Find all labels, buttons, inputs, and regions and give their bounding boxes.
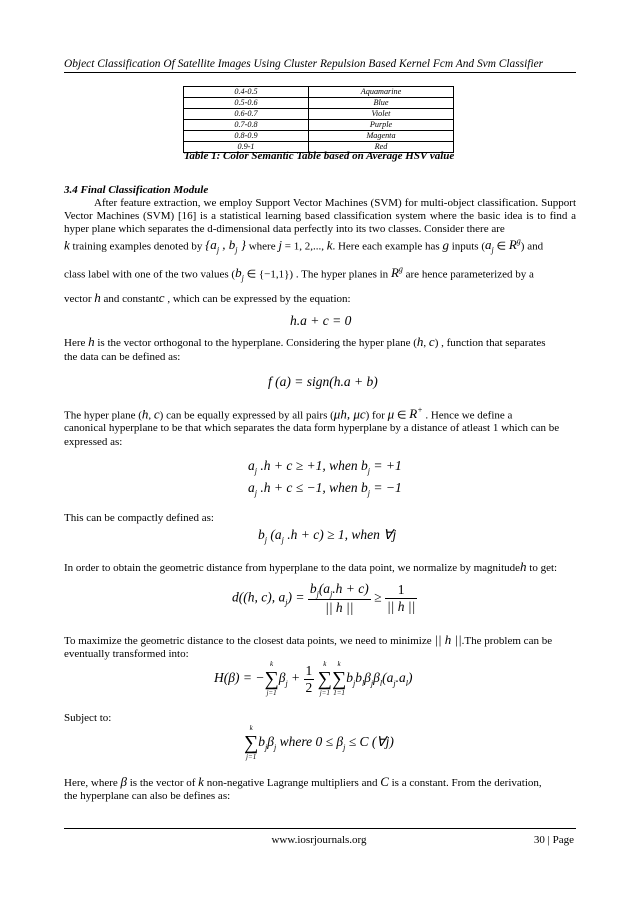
table-row bbox=[184, 120, 454, 131]
color-name-cell: Magenta bbox=[309, 131, 454, 142]
text-line-class-label: class label with one of the two values ($b_j$ ∈ {−1,1}) . The hyper planes in $R^g$ are hence parameterized by a bbox=[64, 265, 534, 283]
text-line-orthogonal: Here h is the vector orthogonal to the hyperplane. Considering the hyper plane (h, c) , function that separates bbox=[64, 334, 546, 349]
equation-hyperplane: h.a + c = 0 bbox=[290, 313, 352, 328]
color-name-cell: Purple bbox=[309, 120, 454, 131]
equation-constraint-negative: $a_j$ .h + c ≤ −1, when $b_j = -1$ bbox=[248, 480, 402, 498]
color-name-cell: Violet bbox=[309, 109, 454, 120]
equation-decision-function: f (a) = sign(h.a + b) bbox=[268, 374, 378, 389]
text-line-compact: This can be compactly defined as: bbox=[64, 512, 214, 524]
text-line-expressed-as: expressed as: bbox=[64, 436, 123, 448]
section-heading: 3.4 Final Classification Module bbox=[64, 184, 209, 196]
equation-dual-constraint: k ∑ j=1 $b_j\beta_j$ where $0 \le \beta_j \le C$ (∀j) bbox=[244, 724, 394, 761]
color-name-cell: Blue bbox=[309, 98, 454, 109]
paragraph-intro: After feature extraction, we employ Support Vector Machines (SVM) for multi-object classification. Support Vector Machines (SVM) [16] is a statistical learning based classification system where the basic idea is to find a hyper plane which separates the d-dimensional data perfectly into its two classes. Consider there are bbox=[64, 197, 576, 235]
text-line-vector: vector h and constantc , which can be expressed by the equation: bbox=[64, 290, 351, 305]
table-row bbox=[184, 109, 454, 120]
text-line-training-examples: k training examples denoted by {$a_j$ , $b_j$ } where j = 1, 2,..., k. Here each example has g inputs ($a_j$ ∈ $R^g$) and bbox=[64, 237, 544, 255]
hsv-range-cell: 0.6-0.7 bbox=[184, 109, 309, 120]
equation-dual-objective: H(β) = − k ∑ j=1 $\beta_j$ + $\frac{1}{2}$ k ∑ j=1 k ∑ 1=1 $b_jb_l\beta_j\beta_l(a_j.a_l)$ bbox=[214, 660, 413, 697]
running-title: Object Classification Of Satellite Images Using Cluster Repulsion Based Kernel Fcm And Svm Classifier bbox=[64, 58, 544, 70]
color-name-cell: Red bbox=[309, 142, 454, 153]
table-row bbox=[184, 87, 454, 98]
text-line-subject-to: Subject to: bbox=[64, 712, 112, 724]
color-name-cell: Aquamarine bbox=[309, 87, 454, 98]
hsv-range-cell: 0.7-0.8 bbox=[184, 120, 309, 131]
table-row bbox=[184, 98, 454, 109]
color-semantic-table bbox=[183, 86, 454, 153]
text-line-hyperplane-defined: the hyperplane can also be defines as: bbox=[64, 790, 231, 802]
text-line-lagrange: Here, where β is the vector of k non-negative Lagrange multipliers and C is a constant. From the derivation, bbox=[64, 774, 542, 789]
equation-constraint-positive: $a_j$ .h + c ≥ +1, when $b_j = +1$ bbox=[248, 458, 402, 476]
hsv-range-cell: 0.9-1 bbox=[184, 142, 309, 153]
hsv-range-cell: 0.4-0.5 bbox=[184, 87, 309, 98]
footer-page-number: 30 | Page bbox=[533, 834, 574, 846]
text-line-data-defined: the data can be defined as: bbox=[64, 351, 181, 363]
table-caption: Table 1: Color Semantic Table based on Average HSV value bbox=[183, 150, 455, 162]
equation-geometric-distance: d((h, c), $a_j$) = $\frac{b_j(a_j.h + c)}{|| h ||}$ ≥ $\frac{1}{|| h ||}$ bbox=[232, 581, 416, 615]
text-line-maximize: To maximize the geometric distance to the closest data points, we need to minimize || h ||.The problem can be bbox=[64, 632, 553, 647]
text-line-normalize: In order to obtain the geometric distance from hyperplane to the data point, we normalize by magnitudeh to get: bbox=[64, 559, 558, 574]
text-line-canonical: canonical hyperplane to be that which separates the data form hyperplane by a distance of atleast 1 which can be bbox=[64, 422, 560, 434]
text-line-transformed: eventually transformed into: bbox=[64, 648, 189, 660]
text-line-equal-pairs: The hyper plane (h, c) can be equally expressed by all pairs (μh, μc) for μ ∈ R+ . Hence we define a bbox=[64, 406, 513, 422]
table-row bbox=[184, 131, 454, 142]
header-rule bbox=[64, 72, 576, 73]
footer-rule bbox=[64, 828, 576, 829]
footer-url: www.iosrjournals.org bbox=[271, 834, 367, 846]
equation-compact-constraint: $b_j$ ($a_j$ .h + c) ≥ 1, when ∀j bbox=[258, 527, 397, 545]
hsv-range-cell: 0.8-0.9 bbox=[184, 131, 309, 142]
hsv-range-cell: 0.5-0.6 bbox=[184, 98, 309, 109]
